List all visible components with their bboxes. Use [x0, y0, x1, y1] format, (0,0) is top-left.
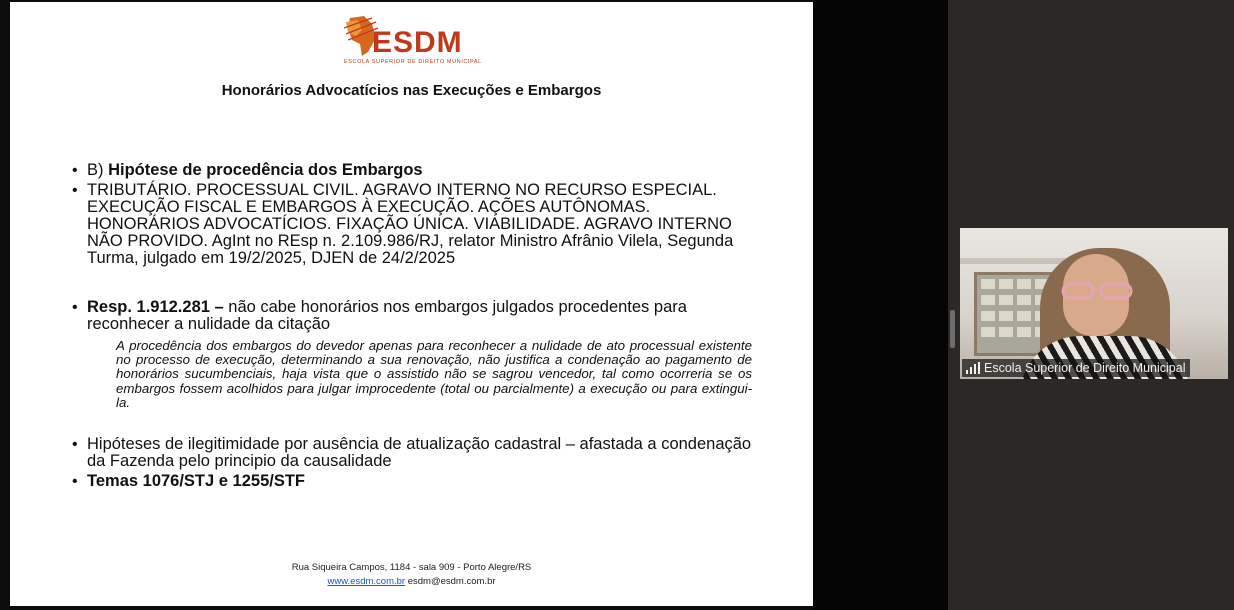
bullet-quote: A procedência dos embargos do devedor apenas para reconhecer a nulidade de ato processual existente no processo de execução, determinando a sua renovação, não justifica a condenação ao pagamento de honorários sucumbenciais, haja vista que o assistido não se sagrou vencedor, tal como ocorreria se os embargos fossem acolhidos para julgar improcedente (total ou parcialmente) a execução ou para extingui-la. [116, 338, 752, 410]
footer-contact [10, 575, 813, 589]
bullet-item [72, 473, 752, 490]
bullet-bold-text: Temas 1076/STJ e 1255/STF [87, 472, 305, 491]
presentation-slide [10, 2, 813, 606]
participant-video[interactable] [960, 228, 1228, 379]
logo-subtitle: ESCOLA SUPERIOR DE DIREITO MUNICIPAL [344, 59, 482, 65]
bullet-bold-text: Hipótese de procedência dos Embargos [108, 161, 423, 179]
bullet-item [72, 436, 752, 470]
participant-name-label [962, 359, 1190, 377]
bullet-text: Hipóteses de ilegitimidade por ausência de atualização cadastral – afastada a condenação da Fazenda pelo principio da causalidade [87, 435, 752, 471]
bullet-prefix: B) [87, 161, 109, 179]
panel-resize-handle[interactable] [950, 310, 955, 348]
footer-address: Rua Siqueira Campos, 1184 - sala 909 - Porto Alegre/RS [291, 562, 532, 573]
slide-content [72, 162, 752, 490]
bullet-item [72, 182, 752, 267]
bullet-bold-text: Resp. 1.912.281 – [87, 298, 224, 316]
bullet-text: não cabe honorários nos embargos julgados procedentes para reconhecer a nulidade da citação [87, 298, 687, 333]
logo-text: ESDM [372, 26, 463, 59]
dark-band [813, 0, 948, 610]
website-link[interactable]: www.esdm.com.br [327, 576, 406, 587]
glasses-icon [1060, 282, 1134, 300]
bullet-item [72, 299, 752, 410]
footer-email: esdm@esdm.com.br [405, 576, 496, 587]
bullet-item [72, 162, 752, 179]
esdm-logo [342, 14, 482, 72]
slide-footer [10, 561, 813, 589]
participant-name: Escola Superior de Direito Municipal [984, 361, 1186, 375]
signal-bars-icon [966, 362, 980, 374]
slide-title: Honorários Advocatícios nas Execuções e Embargos [221, 82, 602, 99]
bullet-text: TRIBUTÁRIO. PROCESSUAL CIVIL. AGRAVO INTERNO NO RECURSO ESPECIAL. EXECUÇÃO FISCAL E EMBARGOS À EXECUÇÃO. AÇÕES AUTÔNOMAS. HONORÁRIOS ADVOCATÍCIOS. FIXAÇÃO ÚNICA. VIABILIDADE. AGRAVO INTERNO NÃO PROVIDO. AgInt no REsp n. 2.109.986/RJ, relator Ministro Afrânio Vilela, Segunda Turma, julgado em 19/2/2025, DJEN de 24/2/2025 [87, 181, 734, 267]
